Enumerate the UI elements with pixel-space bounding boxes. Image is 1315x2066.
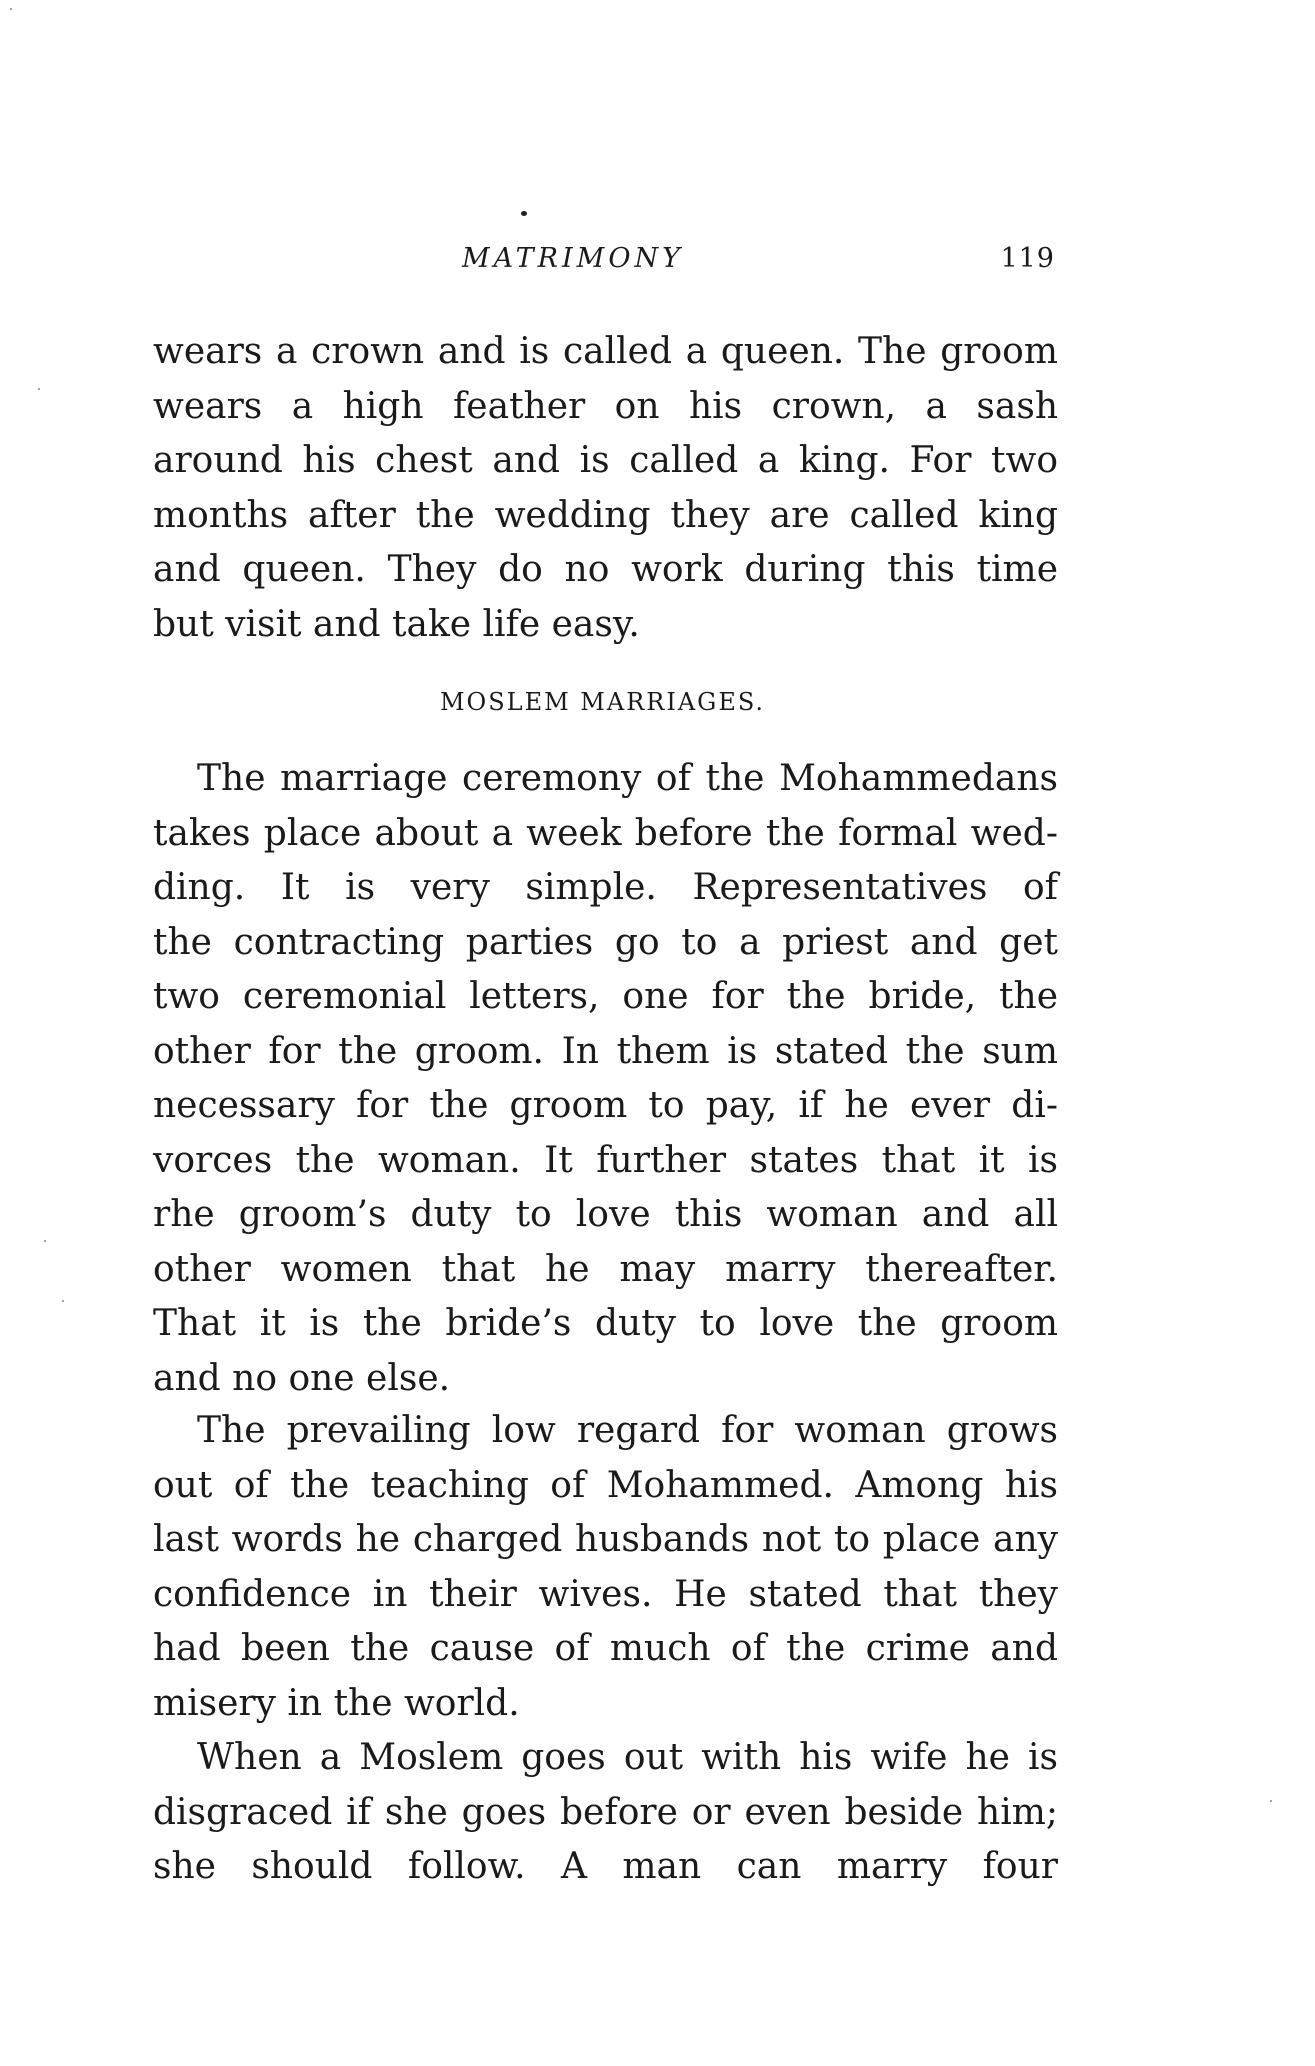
text-line: vorces the woman. It further states that it is — [153, 1139, 1058, 1181]
text-line: and no one else. — [153, 1357, 451, 1399]
paper-speck — [38, 388, 40, 390]
text-line: and queen. They do no work during this time — [153, 549, 1058, 590]
text-line: but visit and take life easy. — [153, 603, 640, 645]
text-line: other for the groom. In them is stated the sum — [153, 1030, 1058, 1072]
section-heading: MOSLEM MARRIAGES. — [439, 688, 766, 716]
text-line: she should follow. A man can marry four — [153, 1846, 1058, 1887]
running-title: MATRIMONY — [462, 243, 684, 274]
text-line: ding. It is very simple. Representatives of — [153, 867, 1058, 908]
text-line: had been the cause of much of the crime and — [153, 1628, 1058, 1669]
text-line: misery in the world. — [153, 1682, 520, 1724]
text-line: When a Moslem goes out with his wife he is — [197, 1737, 1058, 1778]
text-line: the contracting parties go to a priest and get — [153, 921, 1058, 963]
paragraph-marriage-ceremony — [153, 752, 1058, 1406]
paper-speck — [10, 8, 12, 10]
text-line: months after the wedding they are called king — [153, 494, 1058, 536]
ink-dot — [521, 211, 527, 216]
paragraph-moslem-wife — [153, 1731, 1058, 1895]
text-line: two ceremonial letters, one for the bride, the — [153, 976, 1058, 1017]
text-line: wears a high feather on his crown, a sash — [153, 385, 1058, 427]
paragraph-queen-king — [153, 325, 1058, 652]
text-line: rhe groom’s duty to love this woman and all — [153, 1194, 1058, 1235]
paragraph-low-regard — [153, 1404, 1058, 1731]
text-line: takes place about a week before the formal wed- — [153, 812, 1058, 854]
paper-speck — [1270, 1800, 1272, 1802]
text-line: necessary for the groom to pay, if he ever di- — [153, 1085, 1058, 1126]
text-line: last words he charged husbands not to place any — [153, 1519, 1058, 1560]
running-head — [150, 243, 1055, 283]
text-line: disgraced if she goes before or even beside him; — [153, 1791, 1058, 1833]
text-line: The marriage ceremony of the Mohammedans — [197, 758, 1058, 799]
text-line: other women that he may marry thereafter. — [153, 1248, 1058, 1290]
text-line: wears a crown and is called a queen. The groom — [153, 331, 1058, 372]
text-line: The prevailing low regard for woman grows — [197, 1410, 1058, 1451]
paper-speck — [44, 1240, 46, 1242]
paper-speck — [62, 1300, 64, 1302]
text-line: confidence in their wives. He stated that they — [153, 1573, 1058, 1615]
text-line: around his chest and is called a king. For two — [153, 440, 1058, 481]
text-line: out of the teaching of Mohammed. Among his — [153, 1464, 1058, 1506]
page-number: 119 — [1000, 243, 1055, 274]
text-line: That it is the bride’s duty to love the groom — [153, 1303, 1058, 1344]
